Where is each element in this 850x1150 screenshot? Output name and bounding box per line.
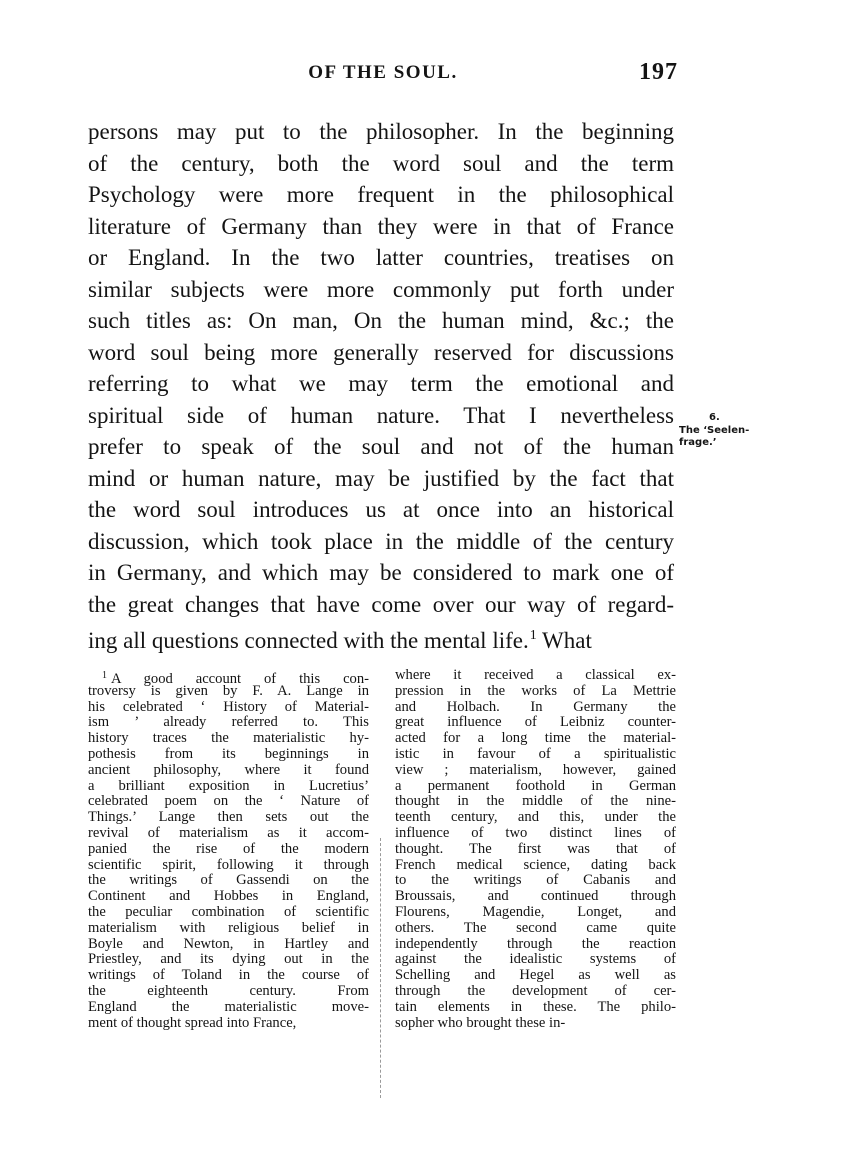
text-line: similar subjects were more commonly put forth under: [88, 276, 674, 302]
footnote-line: materialism with religious belief in: [88, 919, 369, 936]
footnote-line: influence of two distinct lines of: [395, 824, 676, 841]
footnote-right-column: [395, 668, 676, 1031]
footnote-line: ancient philosophy, where it found: [88, 761, 369, 778]
footnote-text: A good account of this con-: [111, 671, 369, 687]
page-number: 197: [639, 59, 678, 85]
footnote-line: and Holbach. In Germany the: [395, 698, 676, 715]
footnote-line: panied the rise of the modern: [88, 840, 369, 857]
footnote-line: Continent and Hobbes in England,: [88, 888, 369, 905]
footnote-line: celebrated poem on the ‘ Nature of: [88, 793, 369, 810]
footnote-line: against the idealistic systems of: [395, 951, 676, 968]
text-line: such titles as: On man, On the human mind, &c.; the: [88, 308, 674, 333]
text-line-end: What: [536, 628, 592, 653]
footnote-line: ment of thought spread into France,: [88, 1014, 297, 1031]
footnote-line: sopher who brought these in-: [395, 1014, 566, 1031]
text-line-start: ing all questions connected with the mental life.: [88, 628, 529, 653]
footnote-line: independently through the reaction: [395, 935, 676, 952]
footnote-line: Boyle and Newton, in Hartley and: [88, 935, 369, 952]
footnote-line: Priestley, and its dying out in the: [88, 951, 369, 968]
running-head: OF THE SOUL.: [308, 62, 458, 83]
footnote-line: teenth century, and this, under the: [395, 809, 676, 826]
footnote-line: writings of Toland in the course of: [88, 967, 369, 984]
footnote-line: Schelling and Hegel as well as: [395, 967, 676, 984]
footnote-line: troversy is given by F. A. Lange in: [88, 682, 369, 699]
footnote-line: others. The second came quite: [395, 919, 676, 936]
footnote-line: acted for a long time the material-: [395, 730, 676, 747]
text-line: the word soul introduces us at once into an historical: [88, 497, 674, 522]
text-line: the great changes that have come over our way of regard-: [88, 591, 674, 617]
text-line: in Germany, and which may be considered to mark one of: [88, 560, 674, 585]
footnote-line: England the materialistic move-: [88, 998, 369, 1015]
footnote-line: through the development of cer-: [395, 982, 676, 999]
text-line: literature of Germany than they were in that of France: [88, 213, 674, 239]
footnote-line: pothesis from its beginnings in: [88, 745, 369, 762]
marginal-note-line: The ‘Seelen-: [679, 425, 750, 436]
text-line: Psychology were more frequent in the philosophical: [88, 182, 674, 207]
footnote-line: ism ’ already referred to. This: [88, 714, 369, 731]
footnotes: [88, 668, 678, 1098]
footnote-line: Broussais, and continued through: [395, 888, 676, 905]
footnote-line: thought. The first was that of: [395, 840, 676, 857]
marginal-note: [679, 412, 774, 449]
text-line: prefer to speak of the soul and not of the human: [88, 434, 674, 459]
footnote-line: to the writings of Cabanis and: [395, 872, 676, 889]
footnote-line: the peculiar combination of scientific: [88, 903, 369, 920]
text-line: discussion, which took place in the middle of the century: [88, 528, 674, 554]
footnote-line: his celebrated ‘ History of Material-: [88, 698, 369, 715]
footnote-line: where it received a classical ex-: [395, 667, 676, 683]
text-line: persons may put to the philosopher. In the beginning: [88, 119, 674, 144]
footnote-line: French medical science, dating back: [395, 856, 676, 873]
footnote-line: the eighteenth century. From: [88, 982, 369, 999]
footnote-reference: 1: [529, 628, 537, 643]
footnote-line: [88, 668, 369, 687]
marginal-section-number: 6.: [709, 412, 720, 423]
marginal-note-line: frage.’: [679, 437, 717, 448]
footnote-marker: 1: [102, 670, 107, 681]
footnote-line: the writings of Gassendi on the: [88, 872, 369, 889]
text-line: spiritual side of human nature. That I nevertheless: [88, 402, 674, 428]
footnote-line: history traces the materialistic hy-: [88, 730, 369, 747]
text-line: of the century, both the word soul and the term: [88, 150, 674, 176]
text-line: word soul being more generally reserved for discussions: [88, 339, 674, 365]
footnote-line: thought in the middle of the nine-: [395, 793, 676, 810]
footnote-line: istic in favour of a spiritualistic: [395, 745, 676, 762]
text-line: referring to what we may term the emotional and: [88, 371, 674, 396]
footnote-line: tain elements in these. The philo-: [395, 998, 676, 1015]
footnote-line: a permanent foothold in German: [395, 777, 676, 794]
footnote-line: scientific spirit, following it through: [88, 856, 369, 873]
text-line: [88, 620, 674, 652]
footnote-line: Things.’ Lange then sets out the: [88, 809, 369, 826]
main-text: [88, 116, 674, 652]
column-divider: [380, 838, 381, 1098]
footnote-left-column: [88, 668, 369, 1031]
footnote-line: a brilliant exposition in Lucretius’: [88, 777, 369, 794]
text-line: or England. In the two latter countries, treatises on: [88, 245, 674, 270]
page-header: [88, 59, 678, 92]
footnote-line: view ; materialism, however, gained: [395, 761, 676, 778]
text-line: mind or human nature, may be justified by the fact that: [88, 465, 674, 491]
footnote-line: revival of materialism as it accom-: [88, 824, 369, 841]
footnote-line: great influence of Leibniz counter-: [395, 714, 676, 731]
footnote-line: Flourens, Magendie, Longet, and: [395, 903, 676, 920]
footnote-line: pression in the works of La Mettrie: [395, 682, 676, 699]
